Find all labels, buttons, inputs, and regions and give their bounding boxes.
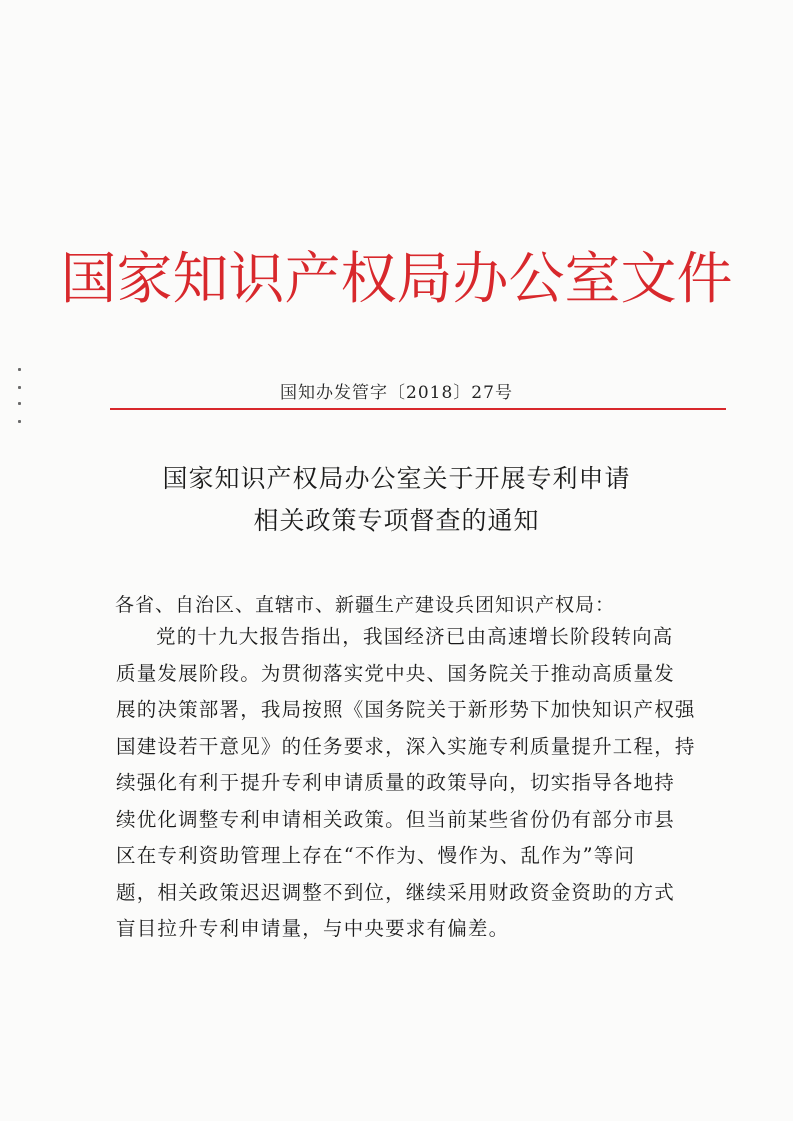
binding-mark [18,420,21,423]
body-line: 续优化调整专利申请相关政策。但当前某些省份仍有部分市县 [116,807,675,831]
body-line: 质量发展阶段。为贯彻落实党中央、国务院关于推动高质量发 [116,661,675,685]
body-paragraph [116,619,716,948]
body-line: 党的十九大报告指出，我国经济已由高速增长阶段转向高 [156,625,674,648]
body-line: 区在专利资助管理上存在“不作为、慢作为、乱作为”等问 [116,844,636,867]
body-line: 盲目拉升专利申请量，与中央要求有偏差。 [116,917,510,940]
body-line: 展的决策部署，我局按照《国务院关于新形势下加快知识产权强 [116,698,696,721]
red-divider-line [110,408,726,410]
document-title [0,458,793,542]
title-line-2: 相关政策专项督查的通知 [253,506,540,535]
body-line: 题，相关政策迟迟调整不到位，继续采用财政资金资助的方式 [116,880,675,904]
binding-mark [18,368,21,371]
title-line-1: 国家知识产权局办公室关于开展专利申请 [162,464,631,493]
body-line: 续强化有利于提升专利申请质量的政策导向，切实指导各地持 [116,771,675,794]
document-number: 国知办发管字〔2018〕27号 [280,383,513,403]
document-masthead: 国家知识产权局办公室文件 [60,247,733,312]
body-line: 国建设若干意见》的任务要求，深入实施专利质量提升工程，持 [116,734,696,758]
salutation: 各省、自治区、直辖市、新疆生产建设兵团知识产权局： [115,594,616,616]
